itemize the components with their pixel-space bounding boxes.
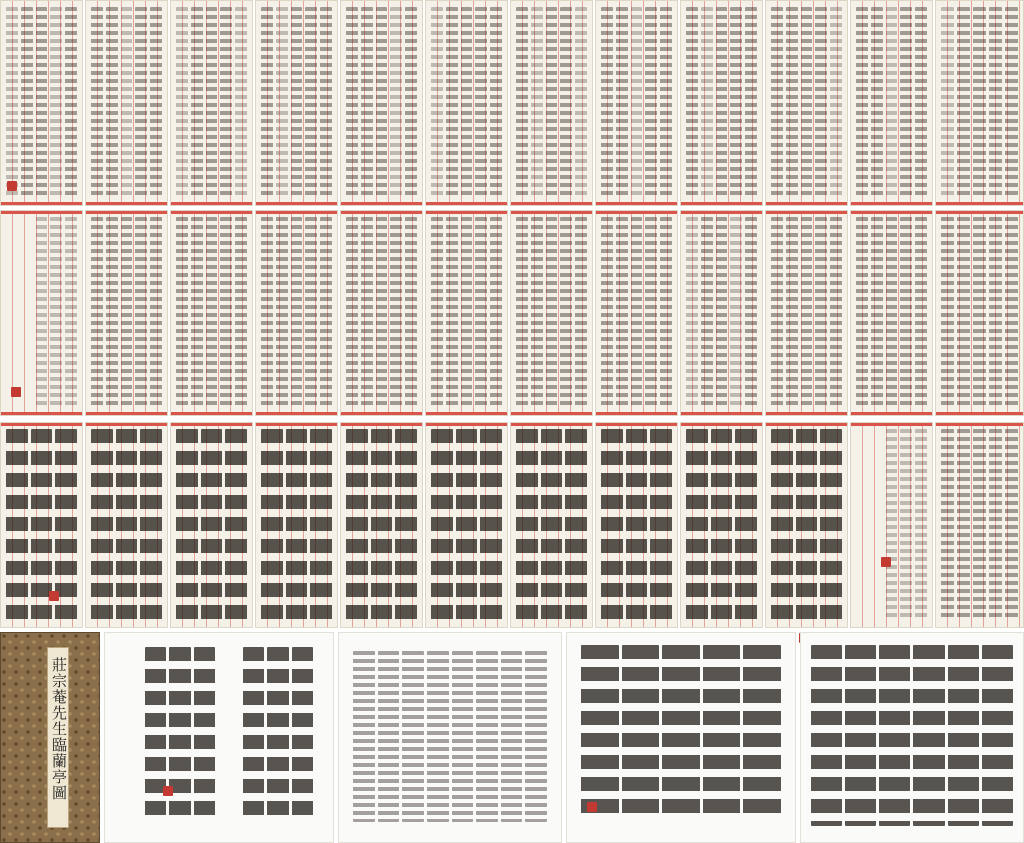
album-leaf bbox=[935, 422, 1024, 628]
album-leaf bbox=[680, 210, 763, 416]
album-row-3 bbox=[0, 422, 1024, 628]
colophon-leaf bbox=[338, 632, 562, 843]
album-leaf bbox=[425, 210, 508, 416]
album-leaf bbox=[510, 422, 593, 628]
album-leaf bbox=[340, 422, 423, 628]
album-leaf bbox=[510, 210, 593, 416]
seal-icon bbox=[163, 786, 173, 796]
album-leaf bbox=[85, 0, 168, 206]
album-leaf bbox=[0, 0, 83, 206]
album-leaf bbox=[935, 0, 1024, 206]
colophon-leaf bbox=[566, 632, 796, 843]
album-leaf bbox=[595, 210, 678, 416]
album-leaf bbox=[0, 422, 83, 628]
album-leaf bbox=[85, 210, 168, 416]
album-row-2 bbox=[0, 210, 1024, 416]
album-leaf bbox=[765, 210, 848, 416]
album-leaf bbox=[170, 422, 253, 628]
seal-icon bbox=[11, 387, 21, 397]
album-leaf bbox=[170, 0, 253, 206]
colophon-leaf bbox=[800, 632, 1024, 843]
album-cover bbox=[0, 632, 100, 843]
album-leaf bbox=[425, 422, 508, 628]
album-leaf bbox=[425, 0, 508, 206]
seal-icon bbox=[587, 802, 597, 812]
seal-icon bbox=[49, 591, 59, 601]
album-leaf bbox=[0, 210, 83, 416]
album-leaf bbox=[255, 0, 338, 206]
album-leaf bbox=[340, 0, 423, 206]
album-leaf bbox=[170, 210, 253, 416]
album-leaf bbox=[765, 0, 848, 206]
album-leaf bbox=[85, 422, 168, 628]
colophon-leaf bbox=[104, 632, 334, 843]
album-leaf bbox=[680, 0, 763, 206]
album-leaf bbox=[850, 0, 933, 206]
album-leaf bbox=[680, 422, 763, 628]
seal-icon bbox=[881, 557, 891, 567]
album-leaf bbox=[765, 422, 848, 628]
album-leaf bbox=[510, 0, 593, 206]
album-leaf bbox=[255, 210, 338, 416]
album-leaf bbox=[340, 210, 423, 416]
album-row-4 bbox=[0, 632, 1024, 843]
album-leaf bbox=[850, 210, 933, 416]
album-leaf bbox=[595, 422, 678, 628]
album-leaf bbox=[595, 0, 678, 206]
album-leaf bbox=[935, 210, 1024, 416]
cover-title: 莊宗菴先生臨蘭亭圖 bbox=[50, 657, 68, 801]
album-leaf bbox=[850, 422, 933, 628]
seal-icon bbox=[7, 181, 17, 191]
album-leaf bbox=[255, 422, 338, 628]
album-row-1 bbox=[0, 0, 1024, 206]
